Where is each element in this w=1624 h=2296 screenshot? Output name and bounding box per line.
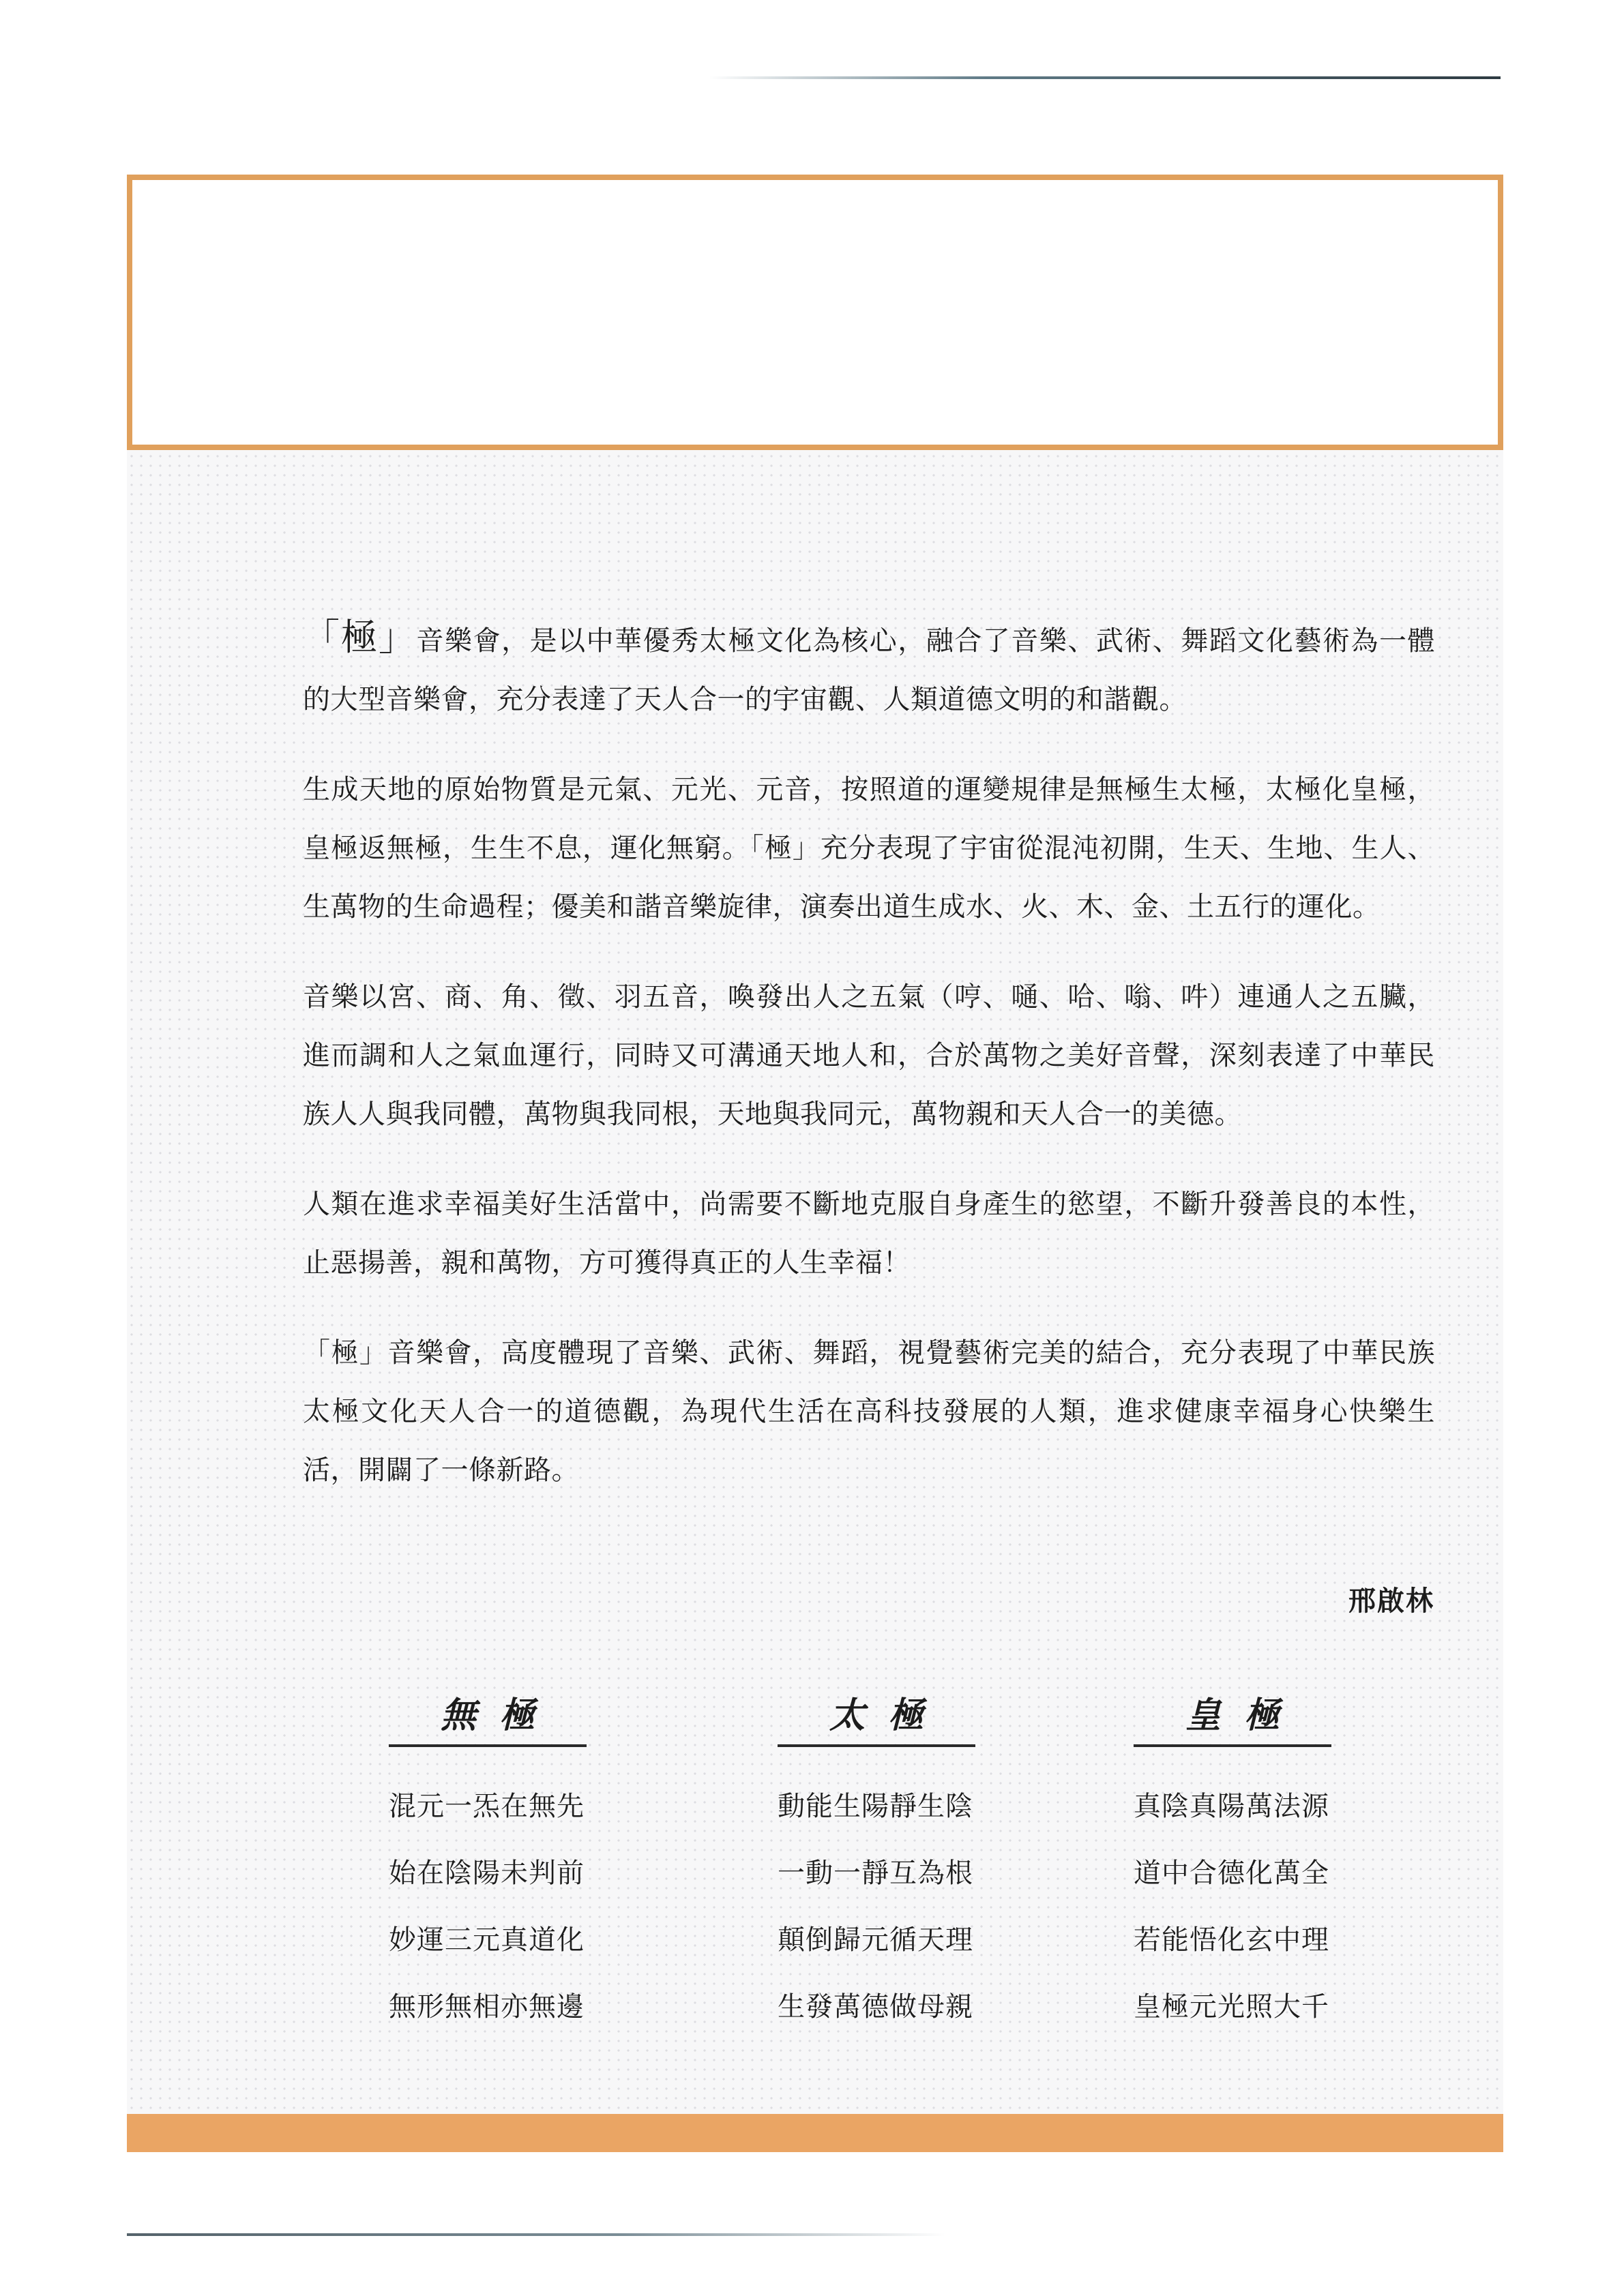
- poem-wuji-line-3: 妙運三元真道化: [389, 1924, 585, 1956]
- paragraph-3: [303, 968, 1435, 1144]
- poem-huangji-line-3: 若能悟化玄中理: [1134, 1924, 1329, 1956]
- paragraph-5-text: 「極」音樂會，高度體現了音樂、武術、舞蹈，視覺藝術完美的結合，充分表現了中華民族太極文化天人合一的道德觀，為現代生活在高科技發展的人類，進求健康幸福身心快樂生活，開闢了一條新路。: [303, 1337, 1435, 1486]
- author-signature: 邢啟林: [1348, 1585, 1434, 1617]
- poem-wuji: [389, 1691, 587, 2040]
- poem-taiji-title: 太極: [829, 1695, 947, 1736]
- bottom-decorative-rule: [127, 2233, 945, 2236]
- header-frame: [127, 175, 1503, 450]
- paragraph-4-text: 人類在進求幸福美好生活當中，尚需要不斷地克服自身產生的慾望，不斷升發善良的本性，止惡揚善，親和萬物，方可獲得真正的人生幸福！: [303, 1189, 1435, 1279]
- paragraph-5: [303, 1324, 1435, 1500]
- footer-accent-bar: [127, 2114, 1503, 2152]
- poem-taiji-line-1: 動能生陽靜生陰: [778, 1791, 973, 1822]
- poem-wuji-line-1: 混元一炁在無先: [389, 1791, 585, 1822]
- poem-wuji-line-4: 無形無相亦無邊: [389, 1991, 585, 2023]
- poem-huangji-line-4: 皇極元光照大千: [1134, 1991, 1329, 2023]
- paragraph-1-text: 音樂會，是以中華優秀太極文化為核心，融合了音樂、武術、舞蹈文化藝術為一體的大型音樂會，充分表達了天人合一的宇宙觀、人類道德文明的和諧觀。: [303, 625, 1436, 715]
- poem-huangji-underline: [1134, 1744, 1331, 1747]
- poem-taiji-line-4: 生發萬德做母親: [778, 1991, 973, 2023]
- poem-wuji-line-2: 始在陰陽未判前: [389, 1858, 585, 1889]
- poem-taiji-line-3: 顛倒歸元循天理: [778, 1924, 973, 1956]
- top-decorative-rule: [709, 76, 1501, 79]
- poem-huangji-line-1: 真陰真陽萬法源: [1134, 1791, 1329, 1822]
- paragraph-1-lead: 「極」: [303, 616, 417, 659]
- paragraph-3-text: 音樂以宮、商、角、徵、羽五音，喚發出人之五氣（哼、嗵、哈、嗡、吽）連通人之五臟，進而調和人之氣血運行，同時又可溝通天地人和，合於萬物之美好音聲，深刻表達了中華民族人人與我同體，萬物與我同根，天地與我同元，萬物親和天人合一的美德。: [303, 981, 1435, 1130]
- poem-taiji-line-2: 一動一靜互為根: [778, 1858, 973, 1889]
- paragraph-4: [303, 1175, 1435, 1292]
- poem-taiji: [778, 1691, 975, 2040]
- poem-huangji-title: 皇極: [1185, 1695, 1303, 1736]
- paragraph-2: [303, 760, 1435, 936]
- poem-wuji-title: 無極: [440, 1695, 558, 1736]
- paragraph-1: [303, 608, 1435, 729]
- article-body: [303, 608, 1435, 1531]
- poem-wuji-underline: [389, 1744, 587, 1747]
- poem-huangji: [1134, 1691, 1331, 2040]
- paragraph-2-text: 生成天地的原始物質是元氣、元光、元音，按照道的運變規律是無極生太極，太極化皇極，皇極返無極，生生不息，運化無窮。「極」充分表現了宇宙從混沌初開，生天、生地、生人、生萬物的生命過程；優美和諧音樂旋律，演奏出道生成水、火、木、金、土五行的運化。: [303, 774, 1435, 923]
- poem-huangji-line-2: 道中合德化萬全: [1134, 1858, 1329, 1889]
- poem-taiji-underline: [778, 1744, 975, 1747]
